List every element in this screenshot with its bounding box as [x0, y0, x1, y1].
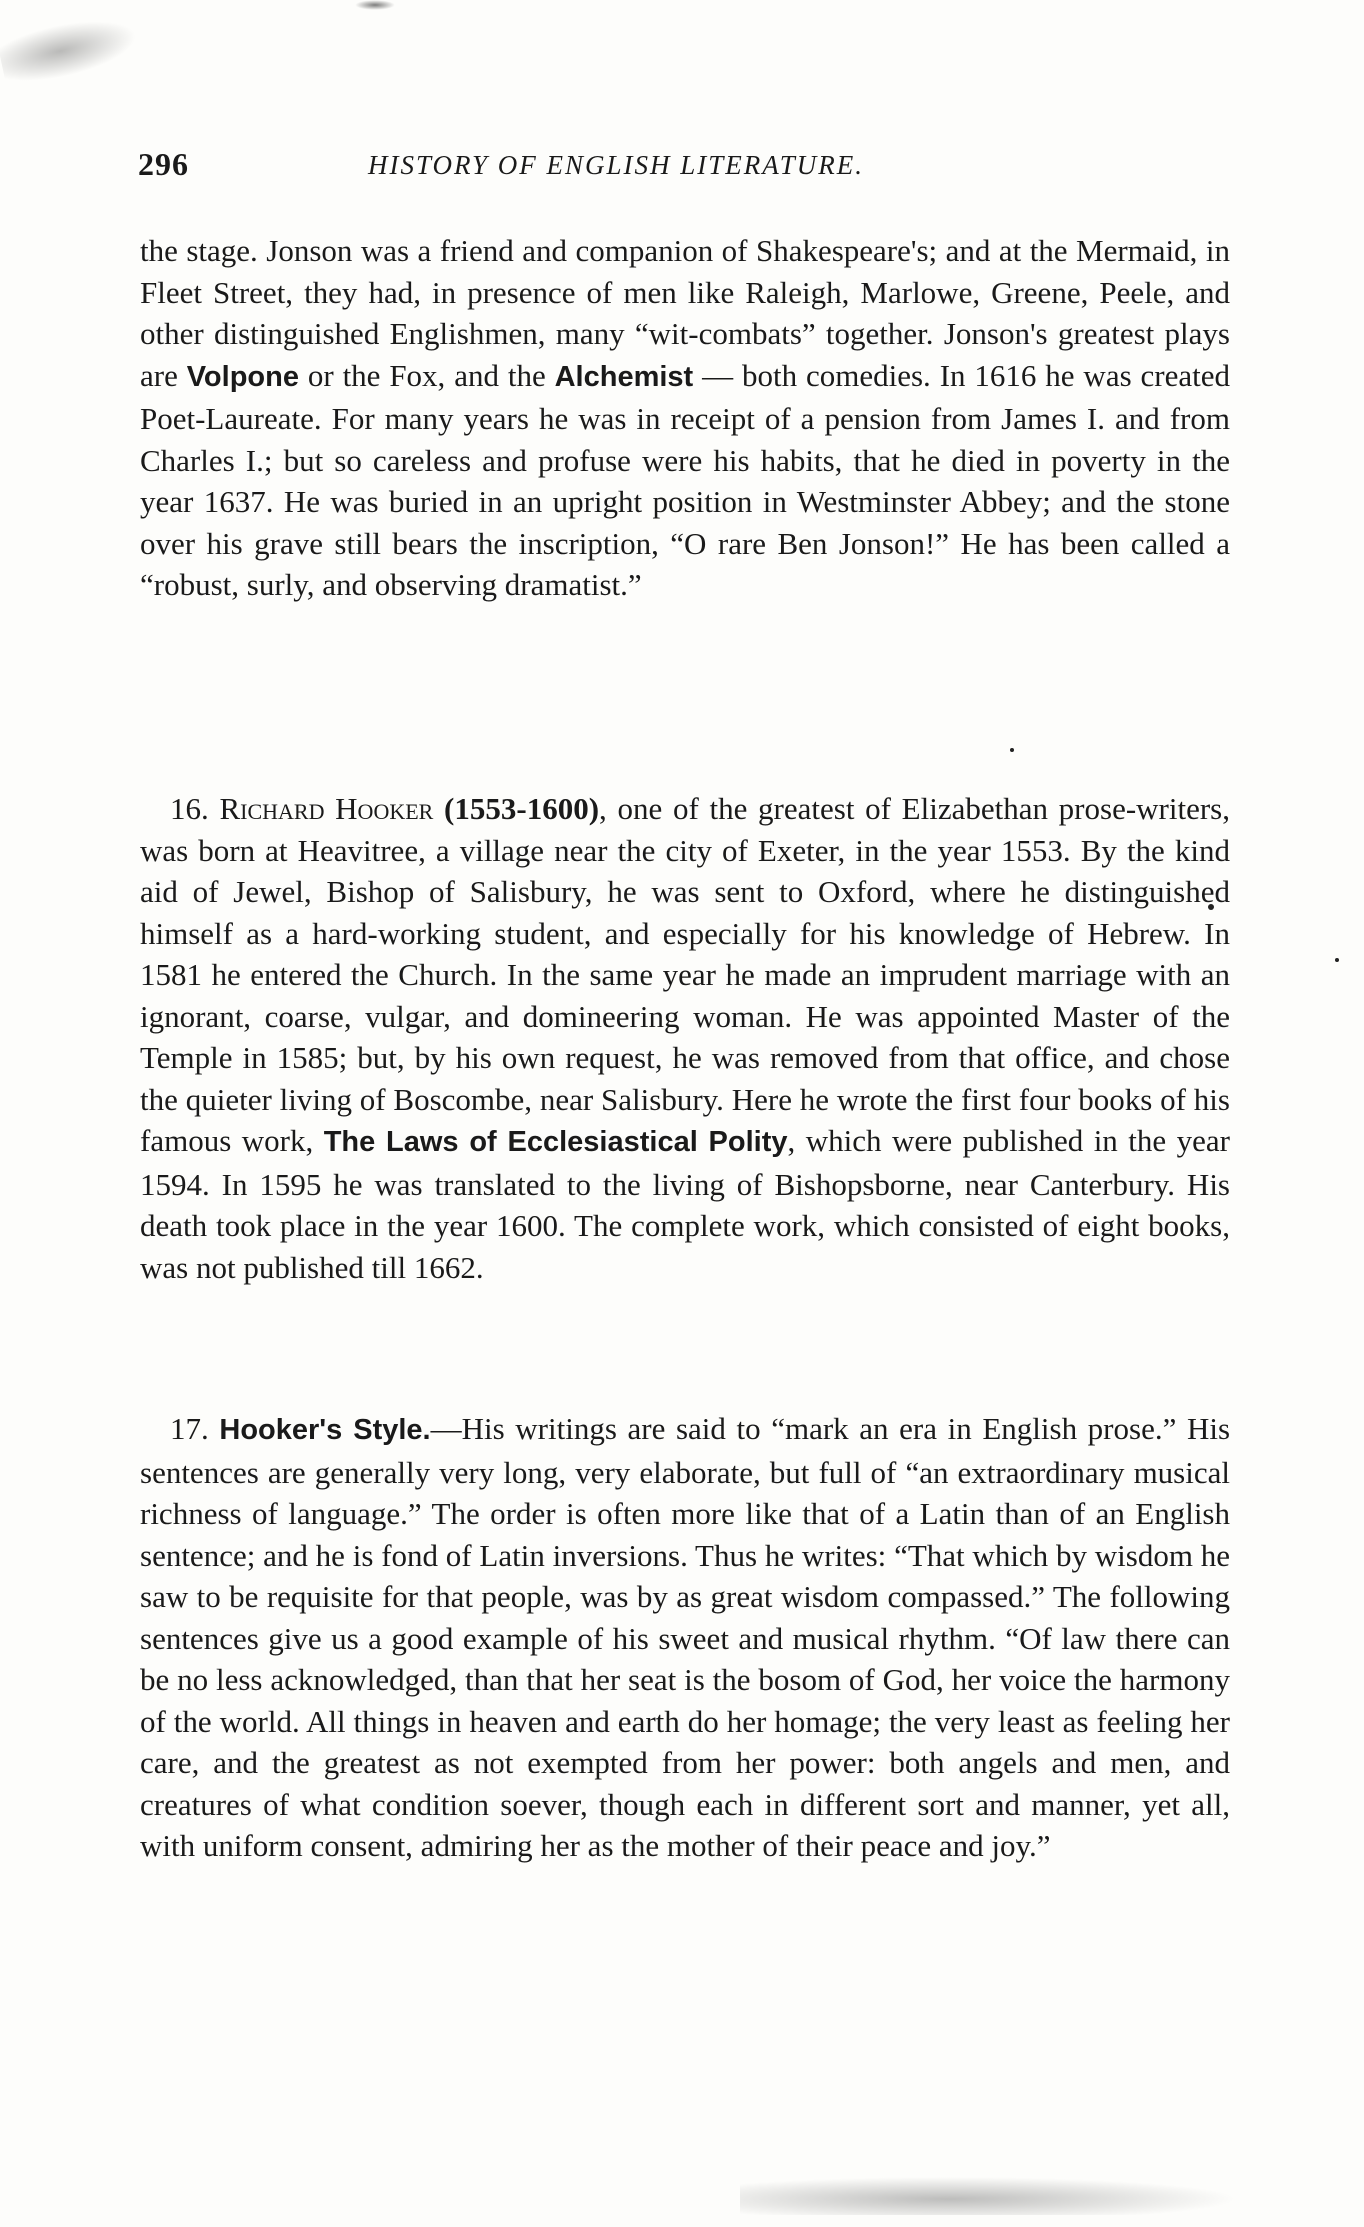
paragraph [140, 1408, 1230, 1867]
text-run: the stage. Jonson was a friend and companion of Shakespeare's; and at the Mermaid, in Fleet Street, they had, in presence of men like Raleigh, Marlowe, Greene, Peele, and other distinguished Englishmen, many “wit-combats” together. Jonson's greatest plays are [140, 233, 1230, 393]
ink-speck [1010, 748, 1014, 752]
text-run: or the Fox, and the [298, 357, 555, 393]
paragraph [140, 230, 1230, 606]
page-header [138, 146, 1228, 186]
author-name: Richard Hooker [219, 791, 434, 826]
text-run: , which were published in the year 1594. In 1595 he was translated to the living of Bishopsborne, near Canterbury. His death took place in the year 1600. The complete work, which consisted of eight books, was not published till 1662. [140, 1123, 1230, 1285]
text-run: —His writings are said to “mark an era in English prose.” His sentences are generally very long, very elaborate, but full of “an extraordinary musical richness of language.” The order is often more like that of a Latin than of an English sentence; and he is fond of Latin inversions. Thus he writes: “That which by wisdom he saw to be requisite for that people, was by as great wisdom compassed.” The following sentences give us a good example of his sweet and musical rhythm. “Of law there can be no less acknowledged, than that her seat is the bosom of God, her voice the harmony of the world. All things in heaven and earth do her homage; the very least as feeling her care, and the greatest as not exempted from her power: both angels and men, and creatures of what condition soever, though each in different sort and manner, yet all, with uniform consent, admiring her as the mother of their peace and joy.” [140, 1411, 1231, 1863]
author-dates: (1553-1600) [444, 791, 600, 826]
running-head: HISTORY OF ENGLISH LITERATURE. [368, 150, 865, 180]
section-17 [140, 1408, 1230, 1867]
paper-stain-top-left [0, 3, 155, 93]
paper-stain-bottom [740, 2175, 1260, 2215]
section-16 [140, 788, 1230, 1288]
section-heading: Hooker's Style. [219, 1414, 431, 1446]
work-title-alchemist: Alchemist [554, 360, 694, 393]
paragraph [140, 788, 1230, 1288]
section-number: 16. [170, 791, 209, 826]
page-number: 296 [138, 146, 189, 182]
text-run: , one of the greatest of Elizabethan prose-writers, was born at Heavitree, a village near the city of Exeter, in the year 1553. By the kind aid of Jewel, Bishop of Salisbury, he was sent to Oxford, where he distinguished himself as a hard-working student, and especially for his knowledge of Hebrew. In 1581 he entered the Church. In the same year he made an imprudent marriage with an ignorant, coarse, vulgar, and domineering woman. He was appointed Master of the Temple in 1585; but, by his own request, he was removed from that office, and chose the quieter living of Boscombe, near Salisbury. Here he wrote the first four books of his famous work, [140, 791, 1230, 1158]
text-run: — both comedies. In 1616 he was created Poet-Laureate. For many years he was in receipt of a pension from James I. and from Charles I.; but so careless and profuse were his habits, that he died in poverty in the year 1637. He was buried in an upright position in Westminster Abbey; and the stone over his grave still bears the inscription, “O rare Ben Jonson!” He has been called a “robust, surly, and observing dramatist.” [140, 357, 1230, 602]
work-title-volpone: Volpone [186, 360, 299, 393]
work-title-laws: The Laws of Ecclesiastical Polity [323, 1126, 788, 1158]
jonson-paragraph [140, 230, 1230, 606]
ink-speck [1335, 958, 1339, 962]
paper-stain-top [355, 0, 395, 10]
section-number: 17. [170, 1411, 209, 1446]
